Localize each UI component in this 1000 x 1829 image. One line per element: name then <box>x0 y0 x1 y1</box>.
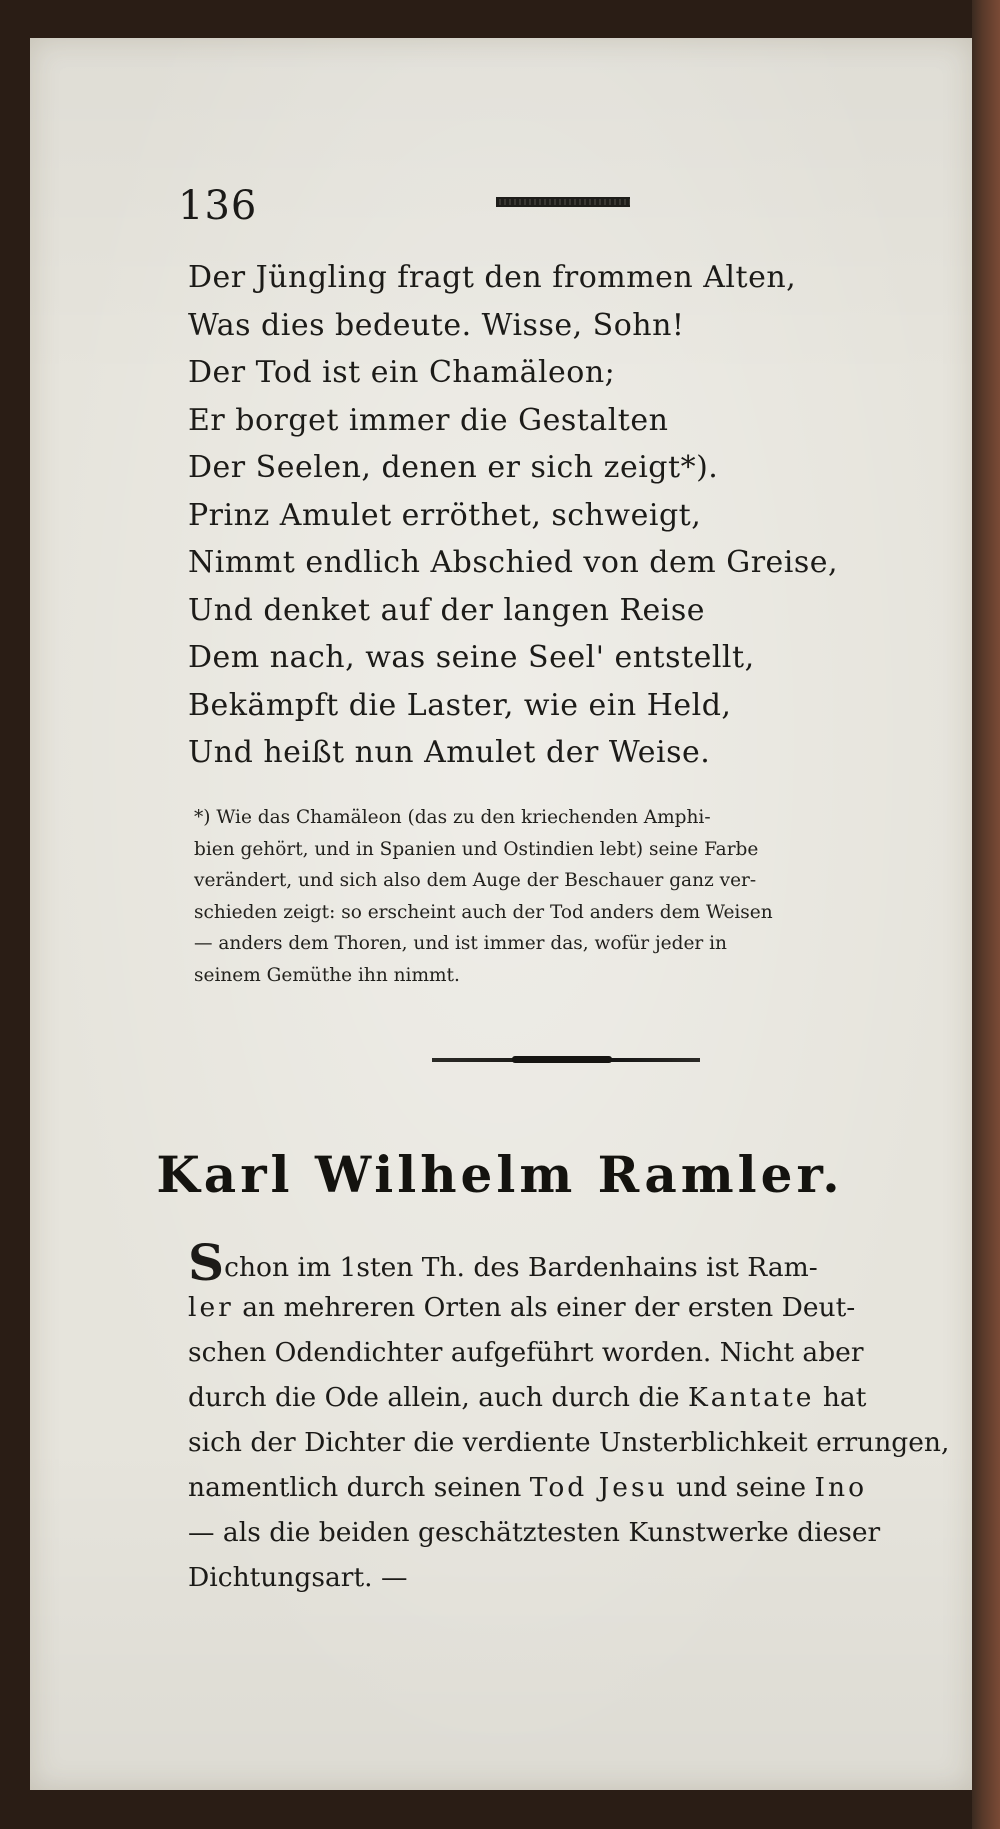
drop-cap: S <box>188 1233 225 1292</box>
header-ornament-rule <box>496 197 630 207</box>
poem-line: Der Jüngling fragt den frommen Alten, <box>188 260 797 295</box>
body-line-text: und seine <box>667 1472 815 1503</box>
section-title: Karl Wilhelm Ramler. <box>156 1145 844 1204</box>
footnote-line: seinem Gemüthe ihn nimmt. <box>194 964 460 986</box>
poem-stanza <box>188 254 848 777</box>
body-line-text: chon im 1sten Th. des Bardenhains ist Ram- <box>224 1252 818 1283</box>
body-line <box>188 1285 943 1330</box>
footnote <box>194 802 939 991</box>
body-line-spaced: Tod Jesu <box>529 1472 668 1503</box>
poem-line: Prinz Amulet erröthet, schweigt, <box>188 497 702 533</box>
footnote-line: bien gehört, und in Spanien und Ostindien lebt) seine Farbe <box>194 838 759 860</box>
section-body <box>188 1233 950 1600</box>
body-line <box>188 1465 943 1510</box>
book-board-edge <box>972 0 1000 1829</box>
poem-line: Er borget immer die Gestalten <box>188 402 669 438</box>
body-line-spaced: Kantate <box>687 1382 815 1413</box>
footnote-line: — anders dem Thoren, und ist immer das, wofür jeder in <box>194 933 727 954</box>
poem-line: Nimmt endlich Abschied von dem Greise, <box>188 545 839 580</box>
page-number: 136 <box>178 183 258 229</box>
body-line: sich der Dichter die verdiente Unsterblichkeit errungen, <box>188 1427 950 1458</box>
body-line-text: namentlich durch seinen <box>188 1472 530 1503</box>
section-divider-rule <box>432 1058 700 1062</box>
poem-line: Und heißt nun Amulet der Weise. <box>188 735 711 770</box>
body-line <box>188 1375 943 1420</box>
body-line: Dichtungsart. — <box>188 1562 408 1593</box>
footnote-line: *) Wie das Chamäleon (das zu den kriechenden Amphi- <box>194 807 711 828</box>
poem-line: Dem nach, was seine Seel' entstellt, <box>188 640 755 675</box>
poem-line: Und denket auf der langen Reise <box>188 592 706 628</box>
poem-line: Der Seelen, denen er sich zeigt*). <box>188 450 719 485</box>
body-line-spaced: Ino <box>814 1472 868 1503</box>
body-line: schen Odendichter aufgeführt worden. Nicht aber <box>188 1337 864 1368</box>
poem-line: Bekämpft die Laster, wie ein Held, <box>188 687 732 723</box>
footnote-line: schieden zeigt: so erscheint auch der Tod anders dem Weisen <box>194 901 773 923</box>
body-line-text: hat <box>814 1382 867 1413</box>
body-line: — als die beiden geschätztesten Kunstwerke dieser <box>188 1517 881 1548</box>
footnote-line: verändert, und sich also dem Auge der Beschauer ganz ver- <box>194 870 757 891</box>
body-line-spaced: ler <box>188 1292 234 1323</box>
body-line <box>188 1233 943 1292</box>
body-line-text: an mehreren Orten als einer der ersten Deut- <box>233 1292 856 1323</box>
poem-line: Was dies bedeute. Wisse, Sohn! <box>188 307 685 343</box>
body-line-text: durch die Ode allein, auch durch die <box>188 1382 688 1413</box>
poem-line: Der Tod ist ein Chamäleon; <box>188 355 616 390</box>
